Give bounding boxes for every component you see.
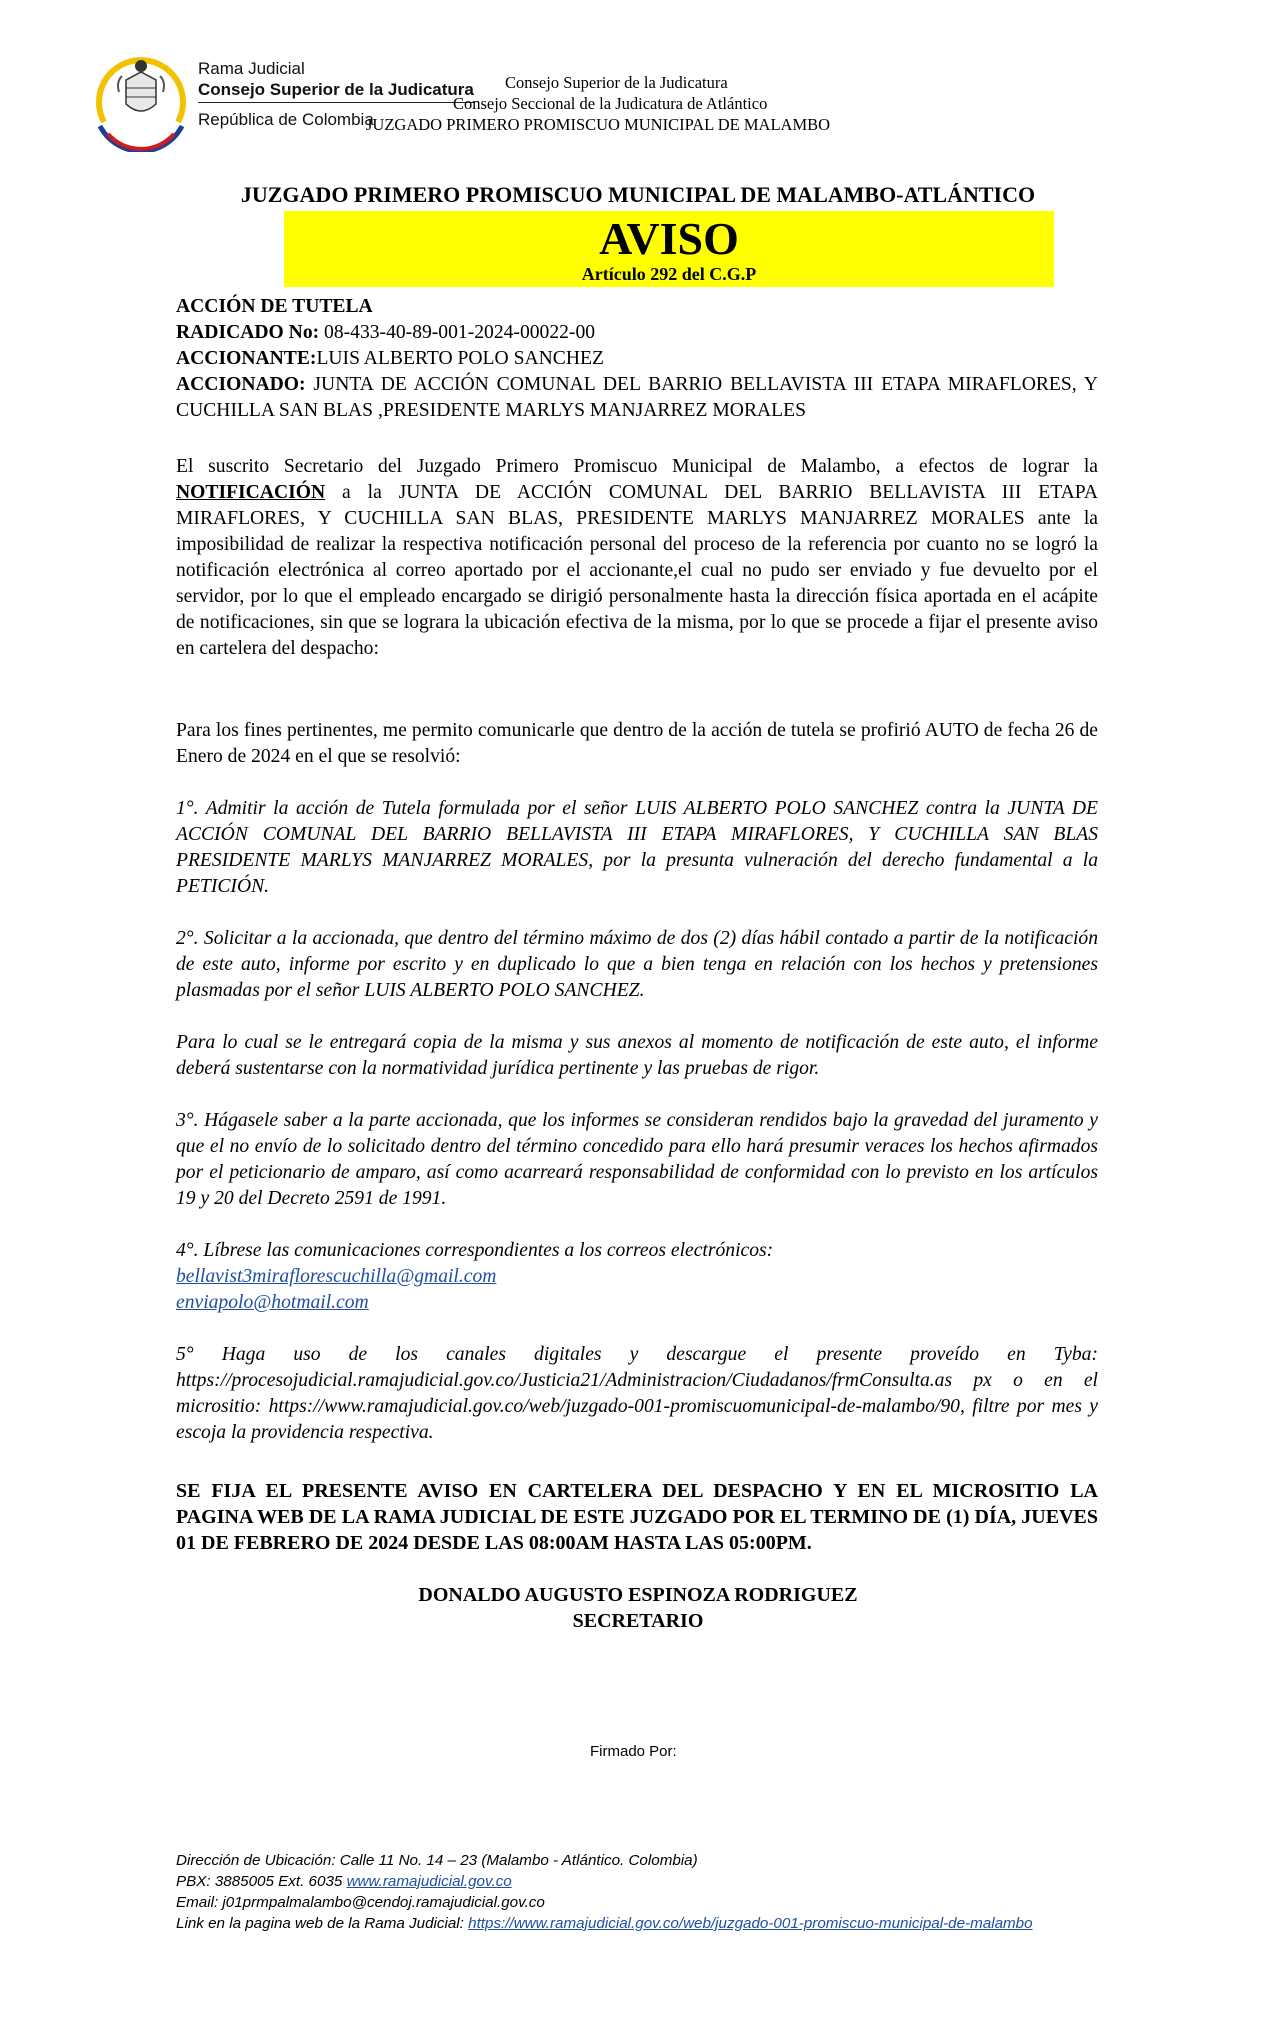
resolution-item-5: 5° Haga uso de los canales digitales y descargue el presente proveído en Tyba: https://procesojudicial.ramajudicial.gov.co/Justicia21/Administracion/Ciudadanos/frmConsulta.as px o en el micrositio: https://www.ramajudicial.gov.co/web/juzgado-001-promiscuomunicipal-de-malambo/90, filtre por mes y escoja la providencia respectiva. [176, 1344, 1098, 1443]
signer-name: DONALDO AUGUSTO ESPINOZA RODRIGUEZ [418, 1584, 858, 1606]
footer-site-link[interactable]: www.ramajudicial.gov.co [346, 1873, 512, 1890]
case-metadata [176, 294, 1098, 424]
footer-pbx: PBX: 3885005 Ext. 6035 [176, 1873, 347, 1890]
firmado-por: Firmado Por: [590, 1743, 677, 1760]
footer-link-label: Link en la pagina web de la Rama Judicial: [176, 1915, 469, 1932]
resolution-item-1: 1°. Admitir la acción de Tutela formulada por el señor LUIS ALBERTO POLO SANCHEZ contra la JUNTA DE ACCIÓN COMUNAL DEL BARRIO BELLAVISTA III ETAPA MIRAFLORES, Y CUCHILLA SAN BLAS PRESIDENTE MARLYS MANJARREZ MORALES, por la presunta vulneración del derecho fundamental a la PETICIÓN. [176, 798, 1098, 897]
header-right-line-2: Consejo Seccional de la Judicatura de Atlántico [453, 94, 768, 113]
item-4-text: 4°. Líbrese las comunicaciones correspondientes a los correos electrónicos: [176, 1240, 774, 1261]
brand-line-1: Rama Judicial [198, 59, 305, 78]
email-link-1[interactable]: bellavist3mirafloresсuchilla@gmail.com [176, 1266, 497, 1287]
accionante-value: LUIS ALBERTO POLO SANCHEZ [316, 348, 604, 369]
rama-judicial-logo-icon [86, 42, 196, 152]
accion-label: ACCIÓN DE TUTELA [176, 296, 373, 317]
closing-statement: SE FIJA EL PRESENTE AVISO EN CARTELERA DEL DESPACHO Y EN EL MICROSITIO LA PAGINA WEB DE LA RAMA JUDICIAL DE ESTE JUZGADO POR EL TERMINO DE (1) DÍA, JUEVES 01 DE FEBRERO DE 2024 DESDE LAS 08:00AM HASTA LAS 05:00PM. [176, 1480, 1098, 1554]
p1-text-b: a la JUNTA DE ACCIÓN COMUNAL DEL BARRIO BELLAVISTA III ETAPA MIRAFLORES, Y CUCHILLA SAN BLAS, PRESIDENTE MARLYS MANJARREZ MORALES ante la imposibilidad de realizar la respectiva notificación personal del proceso de la referencia por cuanto no se logró la notificación electrónica al correo aportado por el accionante,el cual no pudo ser enviado y fue devuelto por el servidor, por lo que el empleado encargado se dirigió personalmente hasta la dirección física aportada en el acápite de notificaciones, sin que se lograra la ubicación efectiva de la misma, por lo que se procede a fijar el presente aviso en cartelera del despacho: [176, 482, 1098, 659]
radicado-value: 08-433-40-89-001-2024-00022-00 [319, 322, 596, 343]
paragraph-auto: Para los fines pertinentes, me permito comunicarle que dentro de la acción de tutela se profirió AUTO de fecha 26 de Enero de 2024 en el que se resolvió: [176, 720, 1098, 767]
brand-line-3: República de Colombia [198, 110, 374, 129]
resolution-item-4 [176, 1238, 1098, 1316]
accionado-value: JUNTA DE ACCIÓN COMUNAL DEL BARRIO BELLAVISTA III ETAPA MIRAFLORES, Y CUCHILLA SAN BLAS ,PRESIDENTE MARLYS MANJARREZ MORALES [176, 374, 1098, 421]
paragraph-notificacion [176, 454, 1098, 662]
header-right-line-3: JUZGADO PRIMERO PROMISCUO MUNICIPAL DE MALAMBO [366, 115, 831, 134]
accionado-label: ACCIONADO: [176, 374, 306, 395]
court-title: JUZGADO PRIMERO PROMISCUO MUNICIPAL DE MALAMBO-ATLÁNTICO [240, 182, 1036, 207]
radicado-label: RADICADO No: [176, 322, 320, 343]
footer-address: Dirección de Ubicación: Calle 11 No. 14 – 23 (Malambo - Atlántico. Colombia) [176, 1852, 698, 1869]
aviso-heading: AVISO [599, 213, 739, 264]
resolution-item-3: 3°. Hágasele saber a la parte accionada, que los informes se consideran rendidos bajo la gravedad del juramento y que el no envío de lo solicitado dentro del término concedido para ello hará presumir veraces los hechos afirmados por el peticionario de amparo, así como acarreará responsabilidad de conformidad con lo previsto en los artículos 19 y 20 del Decreto 2591 de 1991. [176, 1110, 1098, 1209]
footer-email: Email: j01prmpalmalambo@cendoj.ramajudicial.gov.co [176, 1894, 545, 1911]
article-reference: Artículo 292 del C.G.P [581, 264, 757, 284]
footer [176, 1850, 1098, 1934]
header-right-line-1: Consejo Superior de la Judicatura [505, 73, 728, 92]
footer-web-link[interactable]: https://www.ramajudicial.gov.co/web/juzgado-001-promiscuo-municipal-de-malambo [468, 1915, 1033, 1932]
accionante-label: ACCIONANTE: [176, 348, 317, 369]
signer-role: SECRETARIO [572, 1610, 704, 1632]
aviso-highlight [284, 211, 1054, 287]
brand-line-2: Consejo Superior de la Judicatura [198, 79, 474, 103]
resolution-item-2: 2°. Solicitar a la accionada, que dentro del término máximo de dos (2) días hábil contado a partir de la notificación de este auto, informe por escrito y en duplicado lo que a bien tenga en relación con los hechos y pretensiones plasmadas por el señor LUIS ALBERTO POLO SANCHEZ. [176, 928, 1098, 1001]
resolution-item-2b: Para lo cual se le entregará copia de la misma y sus anexos al momento de notificación de este auto, el informe deberá sustentarse con la normatividad jurídica pertinente y las pruebas de rigor. [176, 1032, 1098, 1079]
p1-text-a: El suscrito Secretario del Juzgado Primero Promiscuo Municipal de Malambo, a efectos de lograr la [176, 456, 1098, 477]
signer-block [0, 1582, 1276, 1634]
notificacion-word: NOTIFICACIÓN [176, 482, 326, 503]
email-link-2[interactable]: enviapolo@hotmail.com [176, 1292, 369, 1313]
